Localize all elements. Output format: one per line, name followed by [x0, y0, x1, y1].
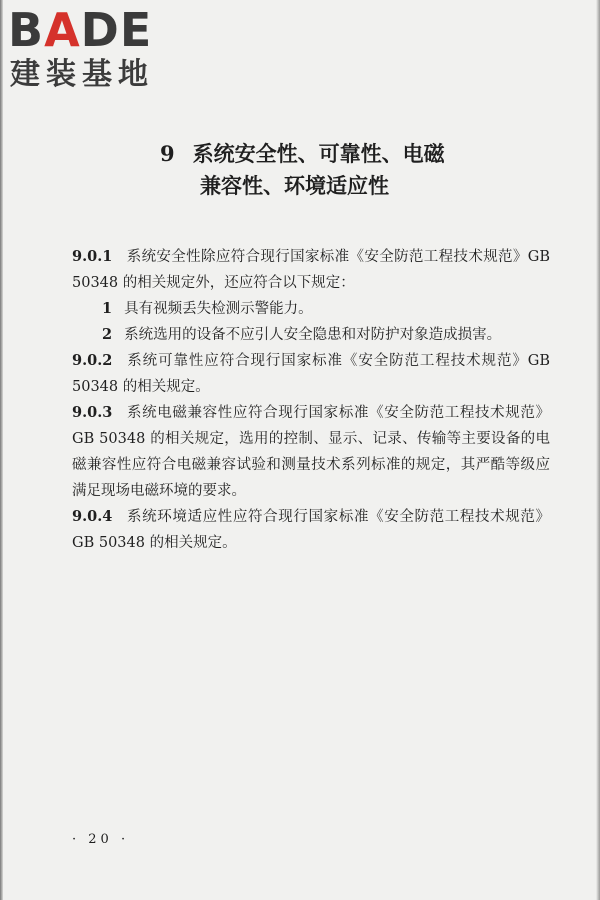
chapter-title-line2: 兼容性、环境适应性	[200, 173, 389, 198]
clause-text: 系统安全性除应符合现行国家标准《安全防范工程技术规范》GB 50348 的相关规定外，还应符合以下规定：	[72, 249, 550, 291]
logo-brand-suffix: DE	[80, 3, 153, 57]
logo-brand-prefix: B	[8, 3, 45, 57]
clause-9-0-3	[72, 400, 550, 504]
chapter-body	[72, 244, 550, 556]
watermark-logo	[8, 4, 178, 94]
chapter-title-line1: 系统安全性、可靠性、电磁	[192, 141, 445, 166]
logo-subtitle: 建装基地	[10, 57, 154, 92]
logo-brand	[8, 4, 152, 56]
page-number: · 20 ·	[72, 832, 130, 847]
item-number: 1	[102, 300, 113, 317]
item-number: 2	[102, 326, 113, 343]
clause-9-0-1	[72, 244, 550, 296]
item-text: 系统选用的设备不应引人安全隐患和对防护对象造成损害。	[124, 327, 502, 343]
page-binding-edge	[0, 0, 3, 900]
clause-text: 系统可靠性应符合现行国家标准《安全防范工程技术规范》GB 50348 的相关规定。	[72, 353, 550, 395]
chapter-number: 9	[160, 141, 175, 166]
clause-number: 9.0.1	[72, 248, 113, 265]
clause-number: 9.0.3	[72, 404, 113, 421]
clause-number: 9.0.2	[72, 352, 113, 369]
clause-item	[72, 322, 550, 348]
chapter-heading	[160, 138, 460, 202]
clause-number: 9.0.4	[72, 508, 113, 525]
item-text: 具有视频丢失检测示警能力。	[124, 301, 313, 317]
clause-text: 系统环境适应性应符合现行国家标准《安全防范工程技术规范》GB 50348 的相关规定。	[72, 509, 550, 551]
logo-brand-accent: A	[44, 3, 81, 57]
page-right-edge	[596, 0, 600, 900]
clause-text: 系统电磁兼容性应符合现行国家标准《安全防范工程技术规范》GB 50348 的相关规定，选用的控制、显示、记录、传输等主要设备的电磁兼容性应符合电磁兼容试验和测量技术系列标准的规定，其严酷等级应满足现场电磁环境的要求。	[72, 405, 550, 499]
clause-item	[72, 296, 550, 322]
clause-9-0-4	[72, 504, 550, 556]
clause-9-0-2	[72, 348, 550, 400]
